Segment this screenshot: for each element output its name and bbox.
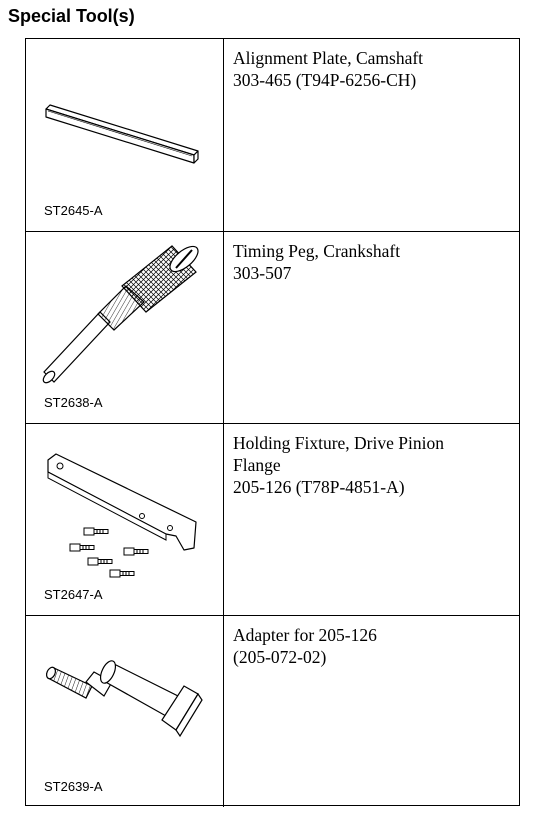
tool-row — [26, 39, 519, 231]
tool-image-cell — [26, 616, 224, 807]
tool-image-cell — [26, 39, 224, 231]
tool-description — [233, 240, 513, 284]
page-title: Special Tool(s) — [8, 6, 135, 26]
tool-row — [26, 615, 519, 807]
tool-description — [233, 47, 513, 91]
tool-number: (205-072-02) — [233, 647, 327, 667]
tool-name: Holding Fixture, Drive Pinion — [233, 433, 444, 453]
tool-image-cell — [26, 232, 224, 423]
tool-row — [26, 423, 519, 615]
tool-name: Timing Peg, Crankshaft — [233, 241, 401, 261]
tool-code: ST2638-A — [44, 395, 103, 410]
tool-number: 205-126 (T78P-4851-A) — [233, 477, 405, 497]
tool-name-continued: Flange — [233, 455, 281, 475]
special-tools-table — [25, 38, 520, 806]
tool-code: ST2645-A — [44, 203, 103, 218]
tool-description — [233, 624, 513, 668]
timing-peg-illustration — [26, 232, 224, 422]
tool-name: Adapter for 205-126 — [233, 625, 377, 645]
tool-description — [233, 432, 513, 498]
adapter-illustration — [26, 616, 224, 806]
tool-number: 303-465 (T94P-6256-CH) — [233, 70, 417, 90]
tool-name: Alignment Plate, Camshaft — [233, 48, 424, 68]
tool-number: 303-507 — [233, 263, 292, 283]
holding-fixture-illustration — [26, 424, 224, 614]
tool-image-cell — [26, 424, 224, 615]
alignment-plate-illustration — [26, 39, 224, 229]
tool-code: ST2647-A — [44, 587, 103, 602]
tool-row — [26, 231, 519, 423]
tool-code: ST2639-A — [44, 779, 103, 794]
